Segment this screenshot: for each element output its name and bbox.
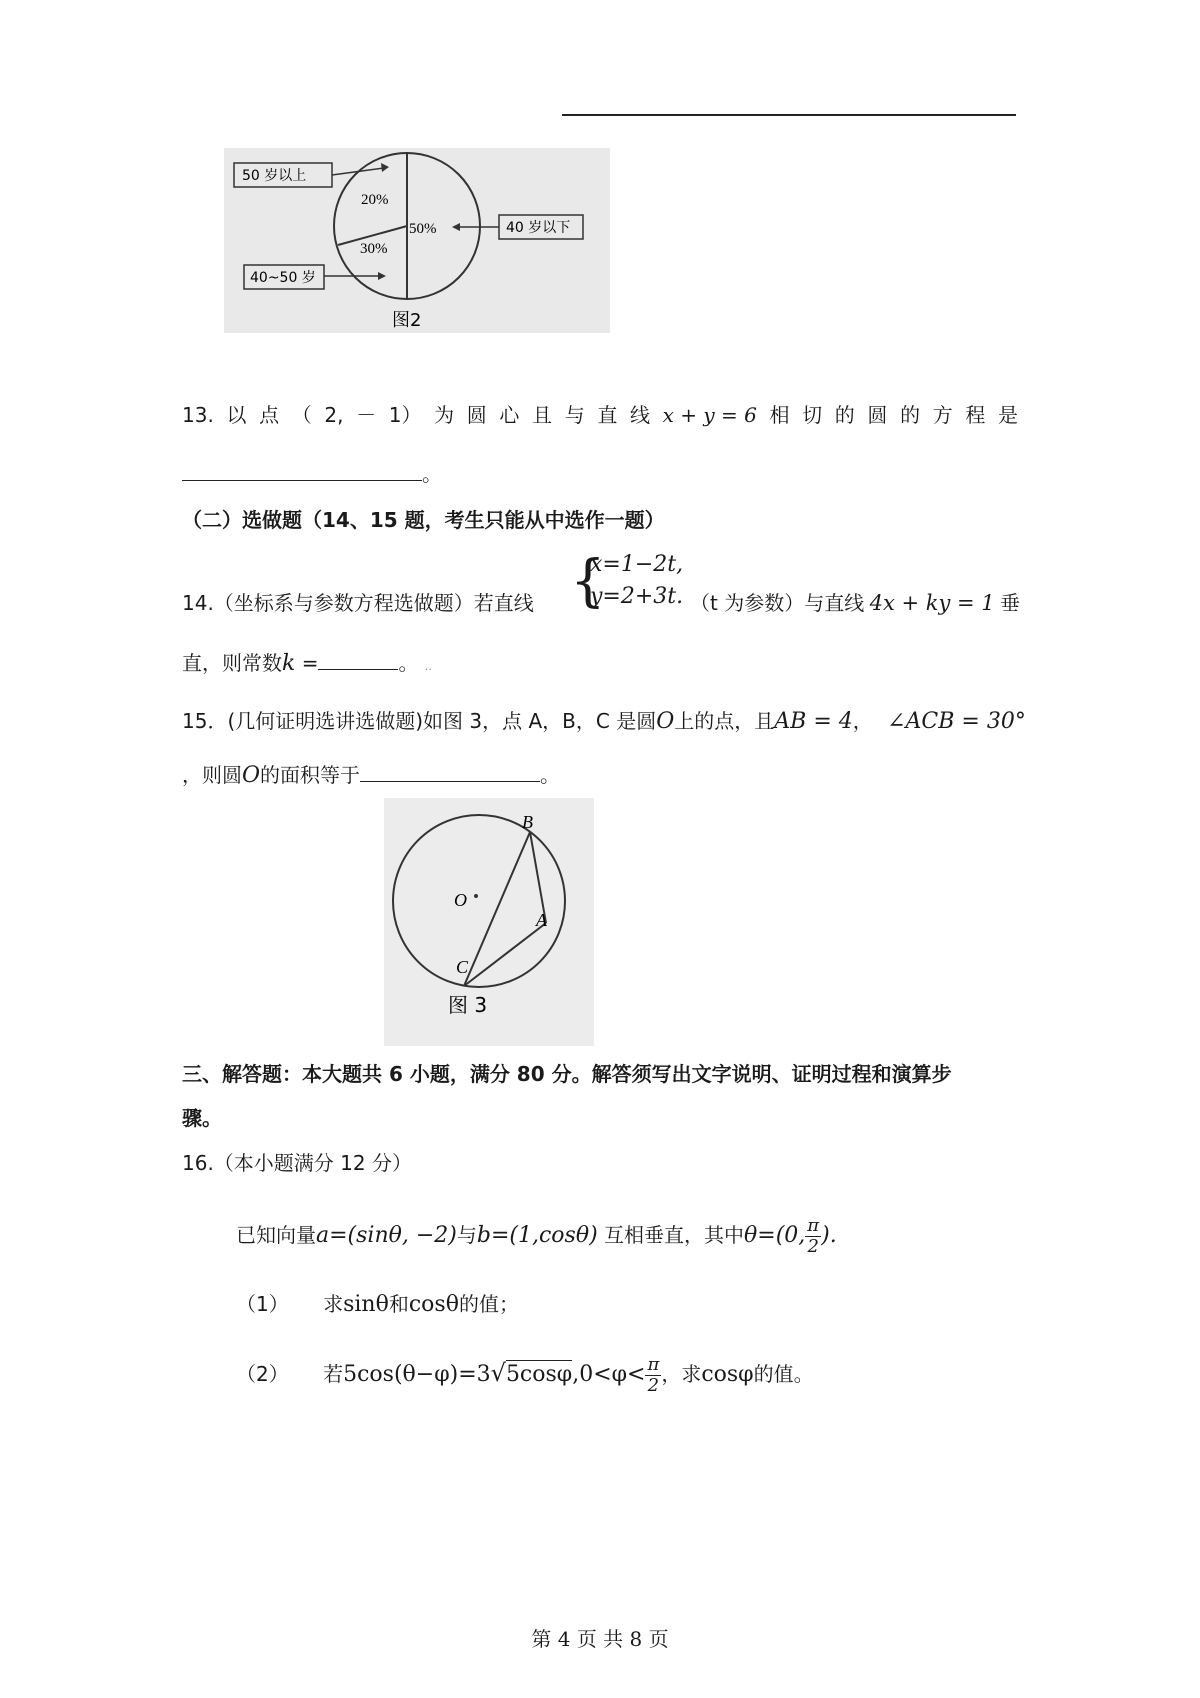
- q14-param-note: （t 为参数）与直线: [690, 591, 865, 615]
- callout-40-50: 40~50 岁: [250, 270, 316, 286]
- q14-answer-blank[interactable]: [318, 651, 398, 670]
- q14-prefix: 14.（坐标系与参数方程选做题）若直线: [182, 591, 534, 615]
- label-O: O: [454, 890, 467, 910]
- q16-sub2-pi-over-2: $\frac{\pi}{2}$: [647, 1354, 660, 1396]
- q16-vec-b: b=(1,cosθ): [476, 1223, 598, 1248]
- q14-line1: [182, 588, 534, 618]
- callout-50-above: 50 岁以上: [242, 168, 307, 184]
- circle-O: [393, 815, 565, 987]
- slice-30-label: 30%: [360, 241, 388, 257]
- q13-number: 13.: [182, 403, 214, 427]
- q16-vec-a: a=(sinθ, −2): [316, 1223, 457, 1248]
- q16-pi-over-2: $\frac{\pi}{2}$: [807, 1215, 820, 1257]
- q15-line2: ，则圆O的面积等于 。: [182, 763, 561, 788]
- q14-eq1: x=1−2t,: [590, 552, 684, 577]
- slice-20-label: 20%: [361, 192, 389, 208]
- label-B: B: [522, 812, 533, 832]
- q16-given: 已知向量a=(sinθ, −2)与b=(1,cosθ) 互相垂直，其中θ=(0, $\frac{\pi}{2}$ ).: [236, 1215, 837, 1257]
- q15-answer-blank[interactable]: [360, 763, 540, 782]
- circle-diagram: [384, 798, 594, 1046]
- figure-2-caption: 图2: [392, 310, 422, 331]
- answer-line-top: [562, 114, 1016, 116]
- q14-eq2: y=2+3t.: [590, 584, 684, 609]
- pie-chart: [224, 148, 610, 333]
- section-optional-heading: （二）选做题（14、15 题，考生只能从中选作一题）: [182, 508, 665, 532]
- section3-heading-1: 三、解答题：本大题共 6 小题，满分 80 分。解答须写出文字说明、证明过程和演算步: [182, 1062, 952, 1086]
- page-footer: 第 4 页 共 8 页: [531, 1627, 669, 1651]
- q14-line1-right: （t 为参数）与直线 4x + ky = 1 垂: [690, 588, 1020, 618]
- q15-angle: ∠ACB = 30°: [887, 709, 1026, 734]
- q14-brace: {: [570, 549, 606, 614]
- q16-sub1: （1） 求sinθ和cosθ的值；: [236, 1292, 519, 1317]
- figure-3: [384, 798, 594, 1046]
- q13-line: 13. 以 点 （ 2, － 1） 为 圆 心 且 与 直 线 x + y = 6 相 切 的 圆 的 方 程 是: [182, 400, 1018, 430]
- q13-equation: x + y = 6: [662, 403, 757, 427]
- center-dot: [474, 894, 478, 898]
- q16-title: 16.（本小题满分 12 分）: [182, 1151, 412, 1175]
- q14-line2: 直，则常数k = 。 ..: [182, 651, 432, 676]
- label-C: C: [456, 957, 469, 977]
- q15-ab: AB = 4: [774, 709, 853, 734]
- callout-40-below: 40 岁以下: [506, 220, 571, 236]
- q13-answer-row: 。: [182, 459, 442, 489]
- label-A: A: [536, 910, 547, 930]
- q16-sub2: （2） 若5cos(θ−φ)=3√5cosφ,0<φ< $\frac{\pi}{2}$ ，求cosφ的值。: [236, 1354, 814, 1396]
- q14-system: [570, 549, 710, 618]
- figure-3-caption: 图 3: [448, 993, 488, 1017]
- figure-2: [224, 148, 610, 333]
- chord-AC: [464, 923, 546, 986]
- section3-heading-2: 骤。: [182, 1106, 222, 1130]
- q13-answer-blank[interactable]: [182, 462, 422, 481]
- q14-line2-eq: 4x + ky = 1: [869, 591, 995, 615]
- chord-BC: [464, 832, 530, 986]
- q15-line1: 15．(几何证明选讲选做题)如图 3，点 A，B，C 是圆O上的点，且AB = 4， ∠ACB = 30°: [182, 709, 1026, 734]
- slice-50-label: 50%: [409, 221, 437, 237]
